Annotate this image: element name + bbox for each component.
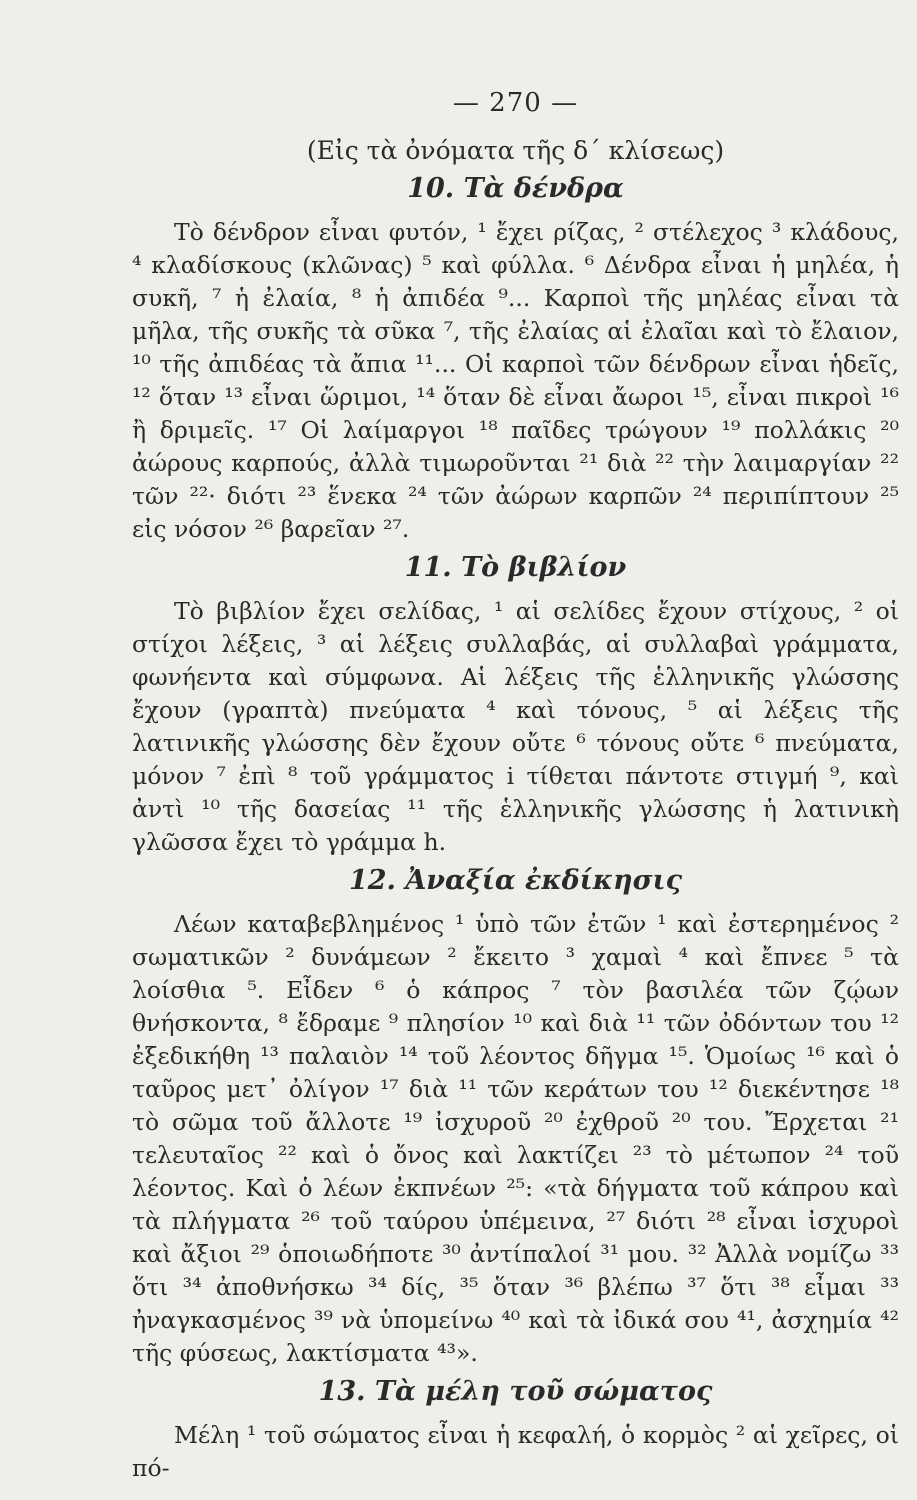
section-text-trees: Τὸ δένδρον εἶναι φυτόν, ¹ ἔχει ρίζας, ² στέλεχος ³ κλάδους, ⁴ κλαδίσκους (κλῶνας) ⁵ καὶ φύλλα. ⁶ Δένδρα εἶναι ἡ μηλέα, ἡ συκῆ, ⁷ ἡ ἐλαία, ⁸ ἡ ἀπιδέα ⁹... Καρποὶ τῆς μηλέας εἶναι τὰ μῆλα, τῆς συκῆς τὰ σῦκα ⁷, τῆς ἐλαίας αἱ ἐλαῖαι καὶ τὸ ἔλαιον, ¹⁰ τῆς ἀπιδέας τὰ ἄπια ¹¹... Οἱ καρποὶ τῶν δένδρων εἶναι ἡδεῖς, ¹² ὅταν ¹³ εἶναι ὥριμοι, ¹⁴ ὅταν δὲ εἶναι ἄωροι ¹⁵, εἶναι πικροὶ ¹⁶ ἢ δριμεῖς. ¹⁷ Οἱ λαίμαργοι ¹⁸ παῖδες τρώγουν ¹⁹ πολλάκις ²⁰ ἀώρους καρπούς, ἀλλὰ τιμωροῦνται ²¹ διὰ ²² τὴν λαιμαργίαν ²² τῶν ²²· διότι ²³ ἕνεκα ²⁴ τῶν ἀώρων καρπῶν ²⁴ περιπίπτουν ²⁵ εἰς νόσον ²⁶ βαρεῖαν ²⁷. [132,218,899,543]
section-text-body-parts: Μέλη ¹ τοῦ σώματος εἶναι ἡ κεφαλή, ὁ κορμὸς ² αἱ χεῖρες, οἱ πό- [132,1421,899,1482]
declension-subtitle: (Εἰς τὰ ὀνόματα τῆς δ΄ κλίσεως) [306,136,725,165]
section-title-trees: 10. Τὰ δένδρα [407,173,624,204]
section-text-revenge: Λέων καταβεβλημένος ¹ ὑπὸ τῶν ἐτῶν ¹ καὶ ἐστερημένος ² σωματικῶν ² δυνάμεων ² ἔκειτο ³ χαμαὶ ⁴ καὶ ἔπνεε ⁵ τὰ λοίσθια ⁵. Εἶδεν ⁶ ὁ κάπρος ⁷ τὸν βασιλέα τῶν ζῴων θνήσκοντα, ⁸ ἔδραμε ⁹ πλησίον ¹⁰ καὶ διὰ ¹¹ τῶν ὀδόντων του ¹² ἐξεδικήθη ¹³ παλαιὸν ¹⁴ τοῦ λέοντος δῆγμα ¹⁵. Ὁμοίως ¹⁶ καὶ ὁ ταῦρος μετ᾽ ὀλίγον ¹⁷ διὰ ¹¹ τῶν κεράτων του ¹² διεκέντησε ¹⁸ τὸ σῶμα τοῦ ἄλλοτε ¹⁹ ἰσχυροῦ ²⁰ ἐχθροῦ ²⁰ του. Ἔρχεται ²¹ τελευταῖος ²² καὶ ὁ ὄνος καὶ λακτίζει ²³ τὸ μέτωπον ²⁴ τοῦ λέοντος. Καὶ ὁ λέων ἐκπνέων ²⁵: «τὰ δήγματα τοῦ κάπρου καὶ τὰ πλήγματα ²⁶ τοῦ ταύρου ὑπέμεινα, ²⁷ διότι ²⁸ εἶναι ἰσχυροὶ καὶ ἄξιοι ²⁹ ὁποιωδήποτε ³⁰ ἀντίπαλοί ³¹ μου. ³² Ἀλλὰ νομίζω ³³ ὅτι ³⁴ ἀποθνήσκω ³⁴ δίς, ³⁵ ὅταν ³⁶ βλέπω ³⁷ ὅτι ³⁸ εἶμαι ³³ ἠναγκασμένος ³⁹ νὰ ὑπομείνω ⁴⁰ καὶ τὰ ἰδικά σου ⁴¹, ἀσχημία ⁴² τῆς φύσεως, λακτίσματα ⁴³». [132,910,899,1367]
page-number: — 270 — [452,88,579,118]
section-title-book: 11. Τὸ βιβλίον [404,552,627,583]
section-title-body-parts: 13. Τὰ μέλη τοῦ σώματος [318,1376,713,1407]
section-text-book: Τὸ βιβλίον ἔχει σελίδας, ¹ αἱ σελίδες ἔχουν στίχους, ² οἱ στίχοι λέξεις, ³ αἱ λέξεις συλλαβάς, αἱ συλλαβαὶ γράμματα, φωνήεντα καὶ σύμφωνα. Αἱ λέξεις τῆς ἑλληνικῆς γλώσσης ἔχουν (γραπτὰ) πνεύματα ⁴ καὶ τόνους, ⁵ αἱ λέξεις τῆς λατινικῆς γλώσσης δὲν ἔχουν οὔτε ⁶ τόνους οὔτε ⁶ πνεύματα, μόνον ⁷ ἐπὶ ⁸ τοῦ γράμματος i τίθεται πάντοτε στιγμή ⁹, καὶ ἀντὶ ¹⁰ τῆς δασείας ¹¹ τῆς ἑλληνικῆς γλώσσης ἡ λατινικὴ γλῶσσα ἔχει τὸ γράμμα h. [132,597,899,856]
section-title-revenge: 12. Ἀναξία ἐκδίκησις [348,865,683,896]
